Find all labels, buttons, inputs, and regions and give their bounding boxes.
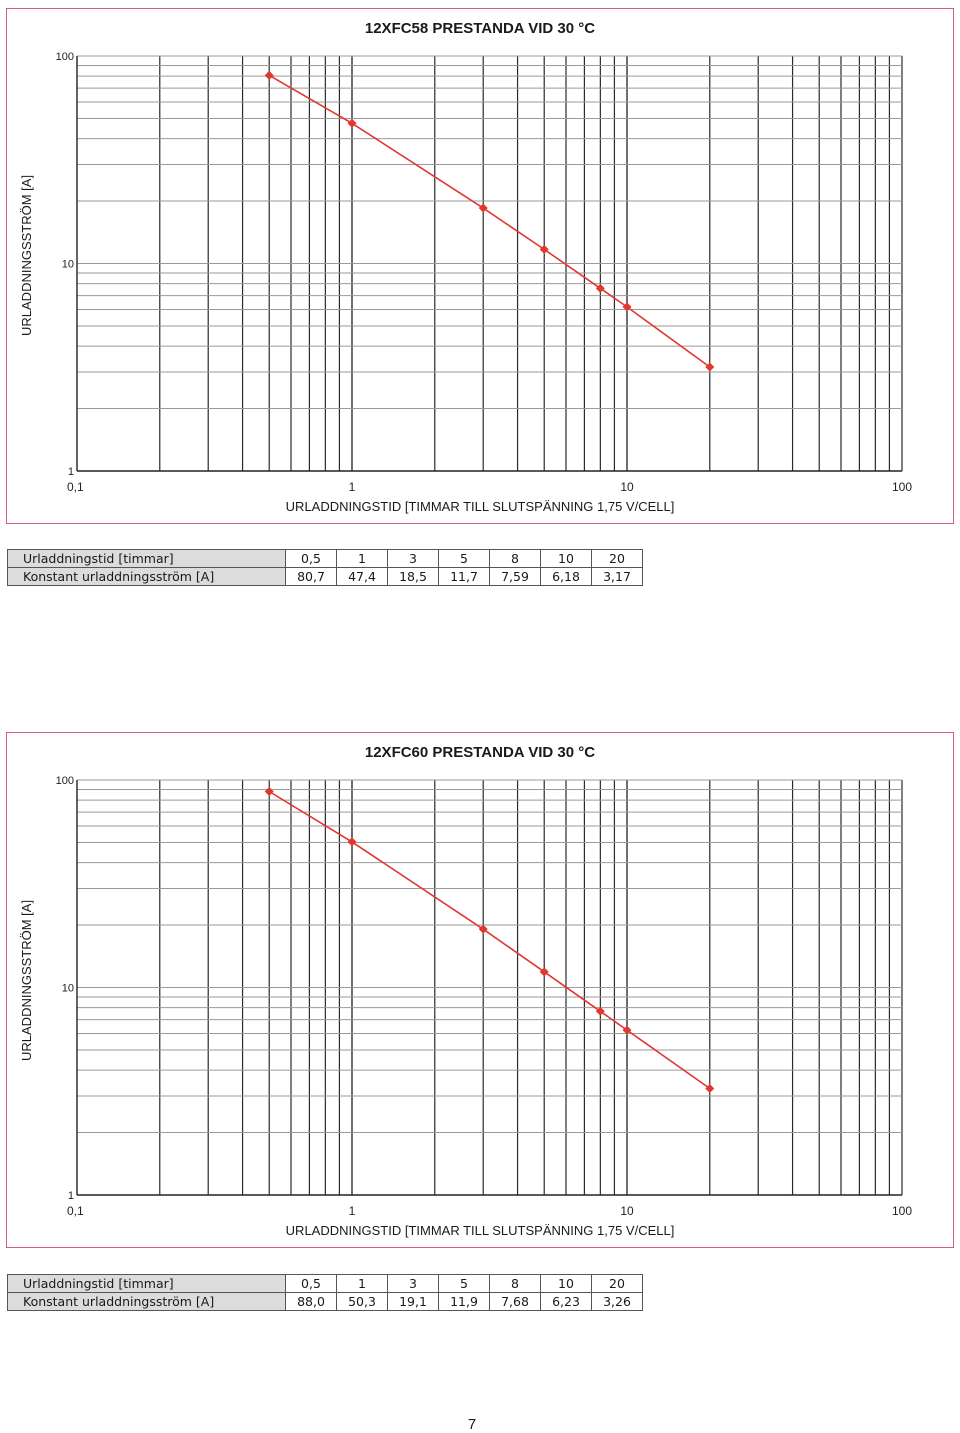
data-table-12xfc58: [7, 549, 643, 586]
row-label-discharge-current: Konstant urladdningsström [A]: [8, 1293, 286, 1311]
chart-12xfc60-plot: [7, 733, 952, 1246]
grid: [77, 56, 902, 471]
x-tick-label: 1: [348, 1204, 356, 1218]
x-tick-label: 0,1: [67, 1204, 84, 1218]
table-cell: 47,4: [337, 568, 388, 586]
chart-12xfc60: [6, 732, 954, 1248]
grid: [77, 780, 902, 1195]
table-cell: 8: [490, 1275, 541, 1293]
table-cell: 3,26: [592, 1293, 643, 1311]
x-tick-label: 100: [891, 480, 913, 494]
table-cell: 1: [337, 550, 388, 568]
table-row: [8, 1293, 643, 1311]
row-label-discharge-time: Urladdningstid [timmar]: [8, 550, 286, 568]
x-axis-label: URLADDNINGSTID [TIMMAR TILL SLUTSPÄNNING 1,75 V/CELL]: [285, 499, 675, 514]
table-cell: 19,1: [388, 1293, 439, 1311]
table-cell: 6,18: [541, 568, 592, 586]
x-tick-label: 10: [620, 480, 634, 494]
table-cell: 10: [541, 1275, 592, 1293]
series-line: [269, 75, 710, 367]
table-cell: 0,5: [286, 1275, 337, 1293]
y-tick-label: 100: [55, 775, 74, 787]
table-cell: 18,5: [388, 568, 439, 586]
y-tick-label: 10: [61, 258, 74, 271]
table-cell: 6,23: [541, 1293, 592, 1311]
table-cell: 20: [592, 550, 643, 568]
chart-title: 12XFC58 PRESTANDA VID 30 °C: [364, 20, 596, 37]
table-cell: 80,7: [286, 568, 337, 586]
table-cell: 5: [439, 1275, 490, 1293]
table-cell: 7,59: [490, 568, 541, 586]
table-row: [8, 550, 643, 568]
table-cell: 7,68: [490, 1293, 541, 1311]
x-tick-label: 100: [891, 1204, 913, 1218]
table-cell: 0,5: [286, 550, 337, 568]
x-axis-label: URLADDNINGSTID [TIMMAR TILL SLUTSPÄNNING 1,75 V/CELL]: [285, 1223, 675, 1238]
table-cell: 88,0: [286, 1293, 337, 1311]
table-cell: 11,9: [439, 1293, 490, 1311]
data-point: [479, 204, 488, 213]
chart-title: 12XFC60 PRESTANDA VID 30 °C: [364, 744, 596, 761]
row-label-discharge-time: Urladdningstid [timmar]: [8, 1275, 286, 1293]
y-tick-label: 10: [61, 982, 74, 995]
table-cell: 8: [490, 550, 541, 568]
table-cell: 3: [388, 550, 439, 568]
table-cell: 20: [592, 1275, 643, 1293]
data-point: [348, 837, 357, 846]
x-tick-label: 10: [620, 1204, 634, 1218]
table-row: [8, 568, 643, 586]
chart-12xfc58: [6, 8, 954, 524]
y-tick-label: 1: [67, 466, 74, 478]
y-tick-label: 1: [67, 1190, 74, 1202]
table-cell: 50,3: [337, 1293, 388, 1311]
table-cell: 11,7: [439, 568, 490, 586]
data-table-12xfc60: [7, 1274, 643, 1311]
y-axis-label: URLADDNINGSSTRÖM [A]: [19, 174, 34, 336]
data-point: [265, 71, 274, 80]
table-cell: 3: [388, 1275, 439, 1293]
row-label-discharge-current: Konstant urladdningsström [A]: [8, 568, 286, 586]
x-tick-label: 1: [348, 480, 356, 494]
data-point: [348, 119, 357, 128]
page-number: 7: [467, 1416, 477, 1433]
table-cell: 10: [541, 550, 592, 568]
data-point: [265, 787, 274, 796]
x-tick-label: 0,1: [67, 480, 84, 494]
series-line: [269, 792, 710, 1089]
table-cell: 5: [439, 550, 490, 568]
table-cell: 3,17: [592, 568, 643, 586]
chart-12xfc58-plot: [7, 9, 952, 522]
y-tick-label: 100: [55, 51, 74, 63]
table-row: [8, 1275, 643, 1293]
table-cell: 1: [337, 1275, 388, 1293]
y-axis-label: URLADDNINGSSTRÖM [A]: [19, 899, 34, 1061]
